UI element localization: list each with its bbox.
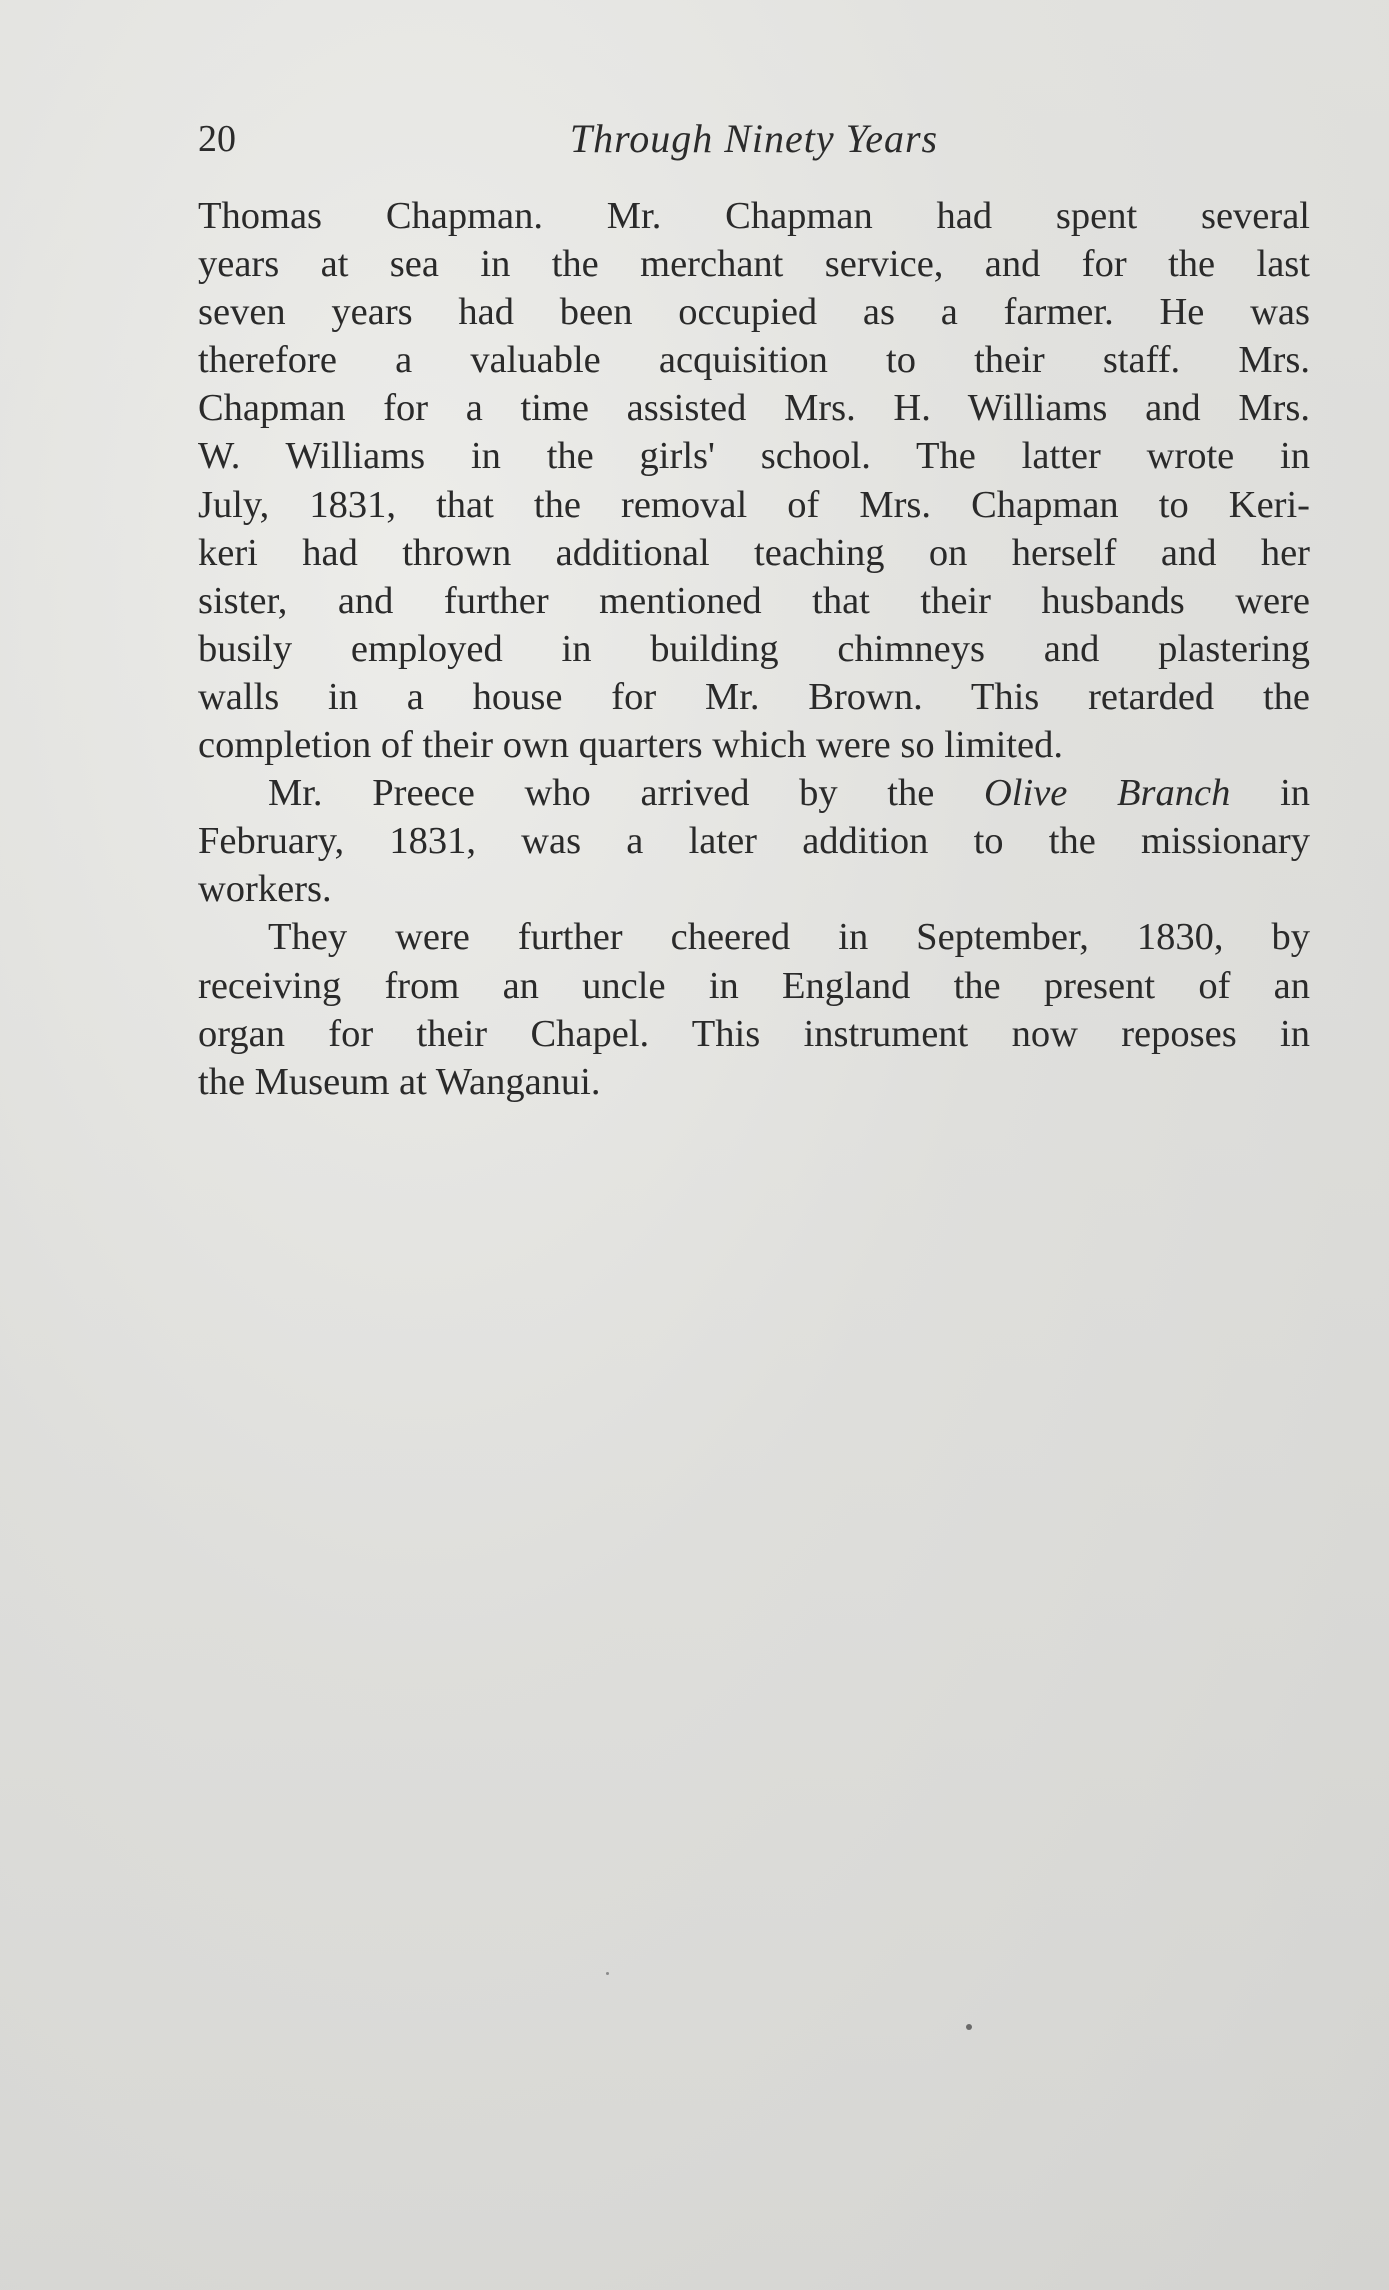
text-line: W. Williams in the girls' school. The latter wrote in [198, 435, 1310, 478]
text-line: July, 1831, that the removal of Mrs. Chapman to Keri- [198, 483, 1310, 526]
page-header [198, 112, 1310, 172]
text-line: sister, and further mentioned that their husbands were [198, 579, 1310, 622]
body-text [198, 192, 1310, 1106]
text-line: completion of their own quarters which were so limited. [198, 724, 1063, 767]
paper-speck [606, 1972, 609, 1975]
paragraph-3 [198, 913, 1310, 1105]
paper-speck [966, 2024, 972, 2030]
text-line: busily employed in building chimneys and plastering [198, 627, 1310, 670]
text-line: February, 1831, was a later addition to the missionary [198, 820, 1310, 863]
ship-name: Olive Branch [984, 772, 1231, 815]
text-line: walls in a house for Mr. Brown. This retarded the [198, 675, 1310, 718]
text-line: Thomas Chapman. Mr. Chapman had spent several [198, 195, 1310, 237]
text-line: years at sea in the merchant service, and for the last [198, 243, 1310, 286]
text-line [198, 769, 1310, 817]
text-line: keri had thrown additional teaching on herself and her [198, 531, 1310, 574]
text-line: workers. [198, 868, 332, 911]
text-line: They were further cheered in September, 1830, by [268, 916, 1310, 959]
text-segment: Mr. Preece who arrived by the [268, 772, 935, 815]
page-number: 20 [198, 118, 236, 160]
text-line: therefore a valuable acquisition to their staff. Mrs. [198, 339, 1310, 382]
text-line: Chapman for a time assisted Mrs. H. Williams and Mrs. [198, 387, 1310, 430]
paragraph-2 [198, 769, 1310, 913]
text-segment: in [1280, 772, 1311, 815]
text-line: the Museum at Wanganui. [198, 1060, 601, 1103]
paragraph-1 [198, 192, 1310, 769]
text-line: organ for their Chapel. This instrument now reposes in [198, 1012, 1310, 1055]
text-line: receiving from an uncle in England the present of an [198, 964, 1310, 1007]
text-line: seven years had been occupied as a farmer. He was [198, 291, 1310, 334]
running-title: Through Ninety Years [569, 116, 939, 161]
